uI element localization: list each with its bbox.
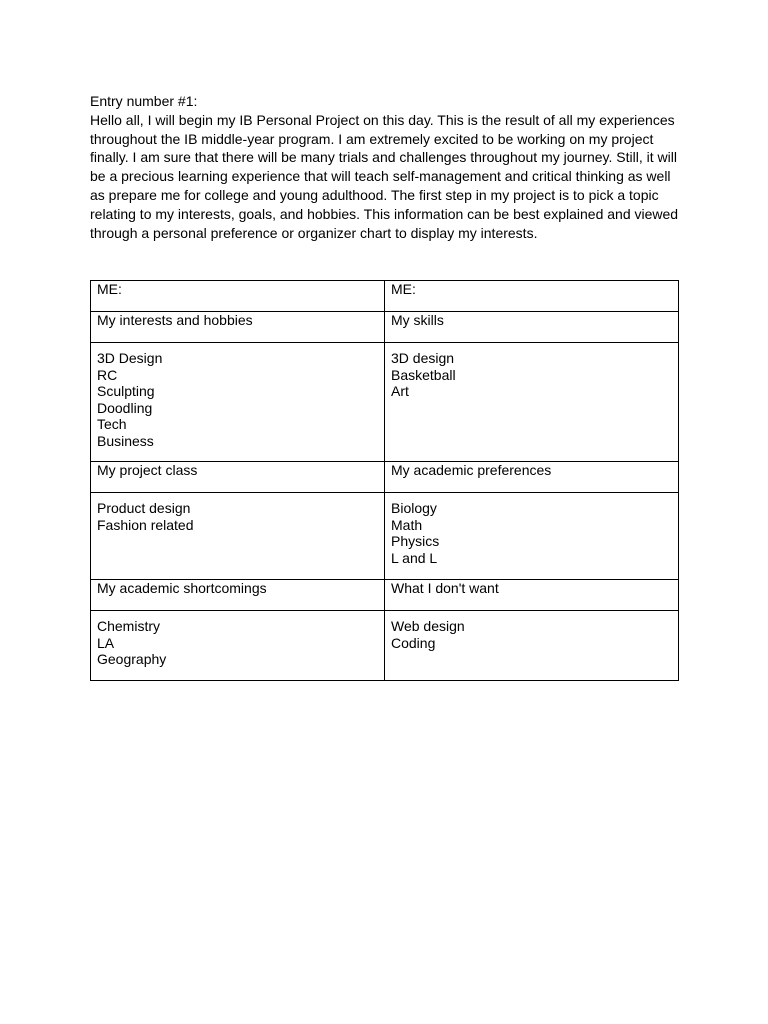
list-item: Chemistry [97, 618, 161, 634]
table-row [91, 343, 679, 462]
skills-list [385, 343, 679, 462]
personal-preference-chart [90, 280, 679, 681]
list-item: Business [97, 432, 154, 449]
header-cell-left: ME: [91, 281, 385, 312]
table-row [91, 312, 679, 343]
header-cell-right: ME: [385, 281, 679, 312]
academic-shortcomings-list [91, 611, 385, 681]
list-item: Sculpting [97, 383, 155, 400]
list-item: LA [97, 634, 115, 651]
table-row [91, 462, 679, 493]
entry-line: as prepare me for college and young adulthood. The first step in my project is to pick a topic [90, 186, 659, 203]
list-item: Coding [391, 634, 436, 651]
dont-want-list [385, 611, 679, 681]
list-item: Art [391, 383, 409, 400]
entry-line: finally. I am sure that there will be many trials and challenges throughout my journey. Still, it will [90, 149, 677, 166]
list-item: Product design [97, 500, 191, 516]
list-item: Physics [391, 533, 440, 550]
table-row [91, 611, 679, 681]
table-row [91, 580, 679, 611]
interests-list [91, 343, 385, 462]
list-item: Basketball [391, 366, 456, 383]
list-item: Geography [97, 651, 167, 668]
list-item: Biology [391, 500, 437, 516]
list-item: Tech [97, 416, 127, 433]
entry-line: through a personal preference or organizer chart to display my interests. [90, 224, 538, 241]
list-item: L and L [391, 549, 438, 566]
table-row [91, 281, 679, 312]
entry-heading: Entry number #1: [90, 93, 198, 109]
entry-line: Hello all, I will begin my IB Personal Project on this day. This is the result of all my experiences [90, 111, 675, 128]
academic-preferences-list [385, 493, 679, 580]
table-row [91, 493, 679, 580]
section-title-interests: My interests and hobbies [91, 312, 385, 343]
section-title-academic-shortcomings: My academic shortcomings [91, 580, 385, 611]
list-item: Web design [391, 618, 465, 634]
project-class-list [91, 493, 385, 580]
journal-entry [90, 92, 680, 242]
section-title-dont-want: What I don't want [385, 580, 679, 611]
section-title-skills: My skills [385, 312, 679, 343]
section-title-project-class: My project class [91, 462, 385, 493]
entry-line: relating to my interests, goals, and hobbies. This information can be best explained and viewed [90, 205, 679, 222]
list-item: 3D Design [97, 350, 163, 366]
entry-line: be a precious learning experience that will teach self-management and critical thinking as well [90, 168, 671, 185]
list-item: 3D design [391, 350, 455, 366]
entry-line: throughout the IB middle-year program. I am extremely excited to be working on my project [90, 130, 654, 147]
section-title-academic-preferences: My academic preferences [385, 462, 679, 493]
list-item: Doodling [97, 399, 153, 416]
list-item: RC [97, 366, 118, 383]
list-item: Fashion related [97, 516, 194, 533]
list-item: Math [391, 516, 423, 533]
